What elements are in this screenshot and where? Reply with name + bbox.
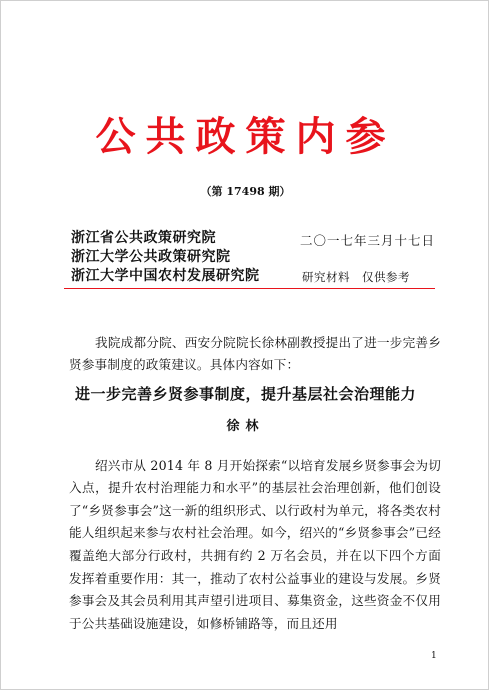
article-title: 进一步完善乡贤参事制度，提升基层社会治理能力 [74, 385, 416, 403]
article-author: 徐林 [226, 419, 265, 434]
page-number: 1 [431, 651, 437, 661]
org-name-1: 浙江省公共政策研究院 [71, 230, 216, 246]
reference-note: 研究材料 仅供参考 [302, 270, 410, 284]
intro-paragraph: 我院成都分院、西安分院院长徐林副教授提出了进一步完善乡贤参事制度的政策建议。具体内容如下： [69, 334, 441, 373]
issue-number: （第 17498 期） [200, 185, 291, 198]
header-divider [64, 288, 435, 289]
org-name-3: 浙江大学中国农村发展研究院 [71, 268, 260, 284]
article-paragraph: 绍兴市从 2014 年 8 月开始探索“以培育发展乡贤参事会为切入点，提升农村治理能力和水平”的基层社会治理创新，他们创设了“乡贤参事会”这一新的组织形式、以行政村为单元，将各类农村能人组织起来参与农村社会治理。如今，绍兴的“乡贤参事会”已经覆盖绝大部分行政村，共拥有约 2 万名会员，并在以下四个方面发挥着重要作用：其一，推动了农村公益事业的建设与发展。乡贤参事会及其会员利用其声望引进项目、募集资金，这些资金不仅用于公共基础设施建设，如修桥铺路等，而且还用 [69, 457, 441, 631]
publication-date: 二〇一七年三月十七日 [300, 233, 436, 248]
masthead-title: 公共政策内参 [95, 113, 396, 160]
org-name-2: 浙江大学公共政策研究院 [71, 249, 231, 265]
